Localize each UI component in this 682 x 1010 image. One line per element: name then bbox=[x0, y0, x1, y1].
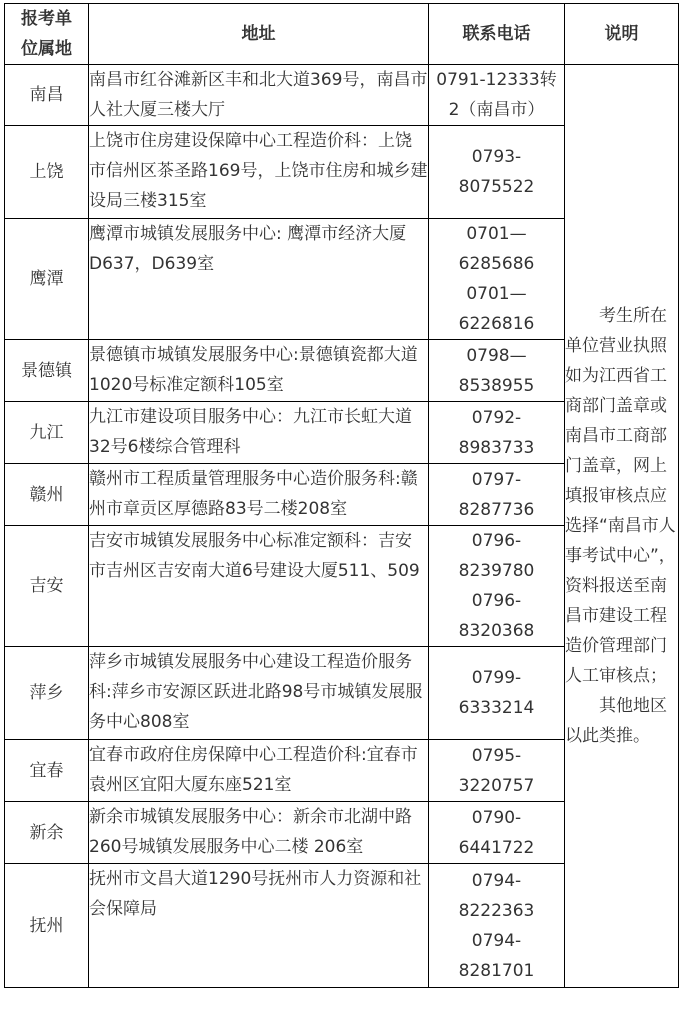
region-cell: 九江 bbox=[5, 402, 89, 464]
address-cell: 赣州市工程质量管理服务中心造价服务科:赣州市章贡区厚德路83号二楼208室 bbox=[89, 464, 429, 526]
address-cell: 宜春市政府住房保障中心工程造价科:宜春市袁州区宜阳大厦东座521室 bbox=[89, 740, 429, 802]
region-cell: 景德镇 bbox=[5, 340, 89, 402]
phone-cell: 0799- 6333214 bbox=[429, 647, 565, 740]
address-cell: 鹰潭市城镇发展服务中心: 鹰潭市经济大厦D637，D639室 bbox=[89, 219, 429, 340]
region-cell: 鹰潭 bbox=[5, 219, 89, 340]
phone-cell: 0791-12333转 2（南昌市） bbox=[429, 65, 565, 126]
note-paragraph: 其他地区以此类推。 bbox=[565, 696, 667, 746]
region-cell: 赣州 bbox=[5, 464, 89, 526]
phone-cell: 0798— 8538955 bbox=[429, 340, 565, 402]
address-cell: 萍乡市城镇发展服务中心建设工程造价服务科:萍乡市安源区跃进北路98号市城镇发展服务中心808室 bbox=[89, 647, 429, 740]
note-paragraph: 考生所在单位营业执照如为江西省工商部门盖章或南昌市工商部门盖章，网上填报审核点应选择“南昌市人事考试中心”，资料报送至南昌市建设工程造价管理部门人工审核点； bbox=[565, 306, 676, 686]
address-cell: 南昌市红谷滩新区丰和北大道369号，南昌市人社大厦三楼大厅 bbox=[89, 65, 429, 126]
phone-cell: 0795- 3220757 bbox=[429, 740, 565, 802]
phone-cell: 0701— 6285686 0701— 6226816 bbox=[429, 219, 565, 340]
phone-cell: 0793- 8075522 bbox=[429, 126, 565, 219]
phone-cell: 0797- 8287736 bbox=[429, 464, 565, 526]
address-cell: 九江市建设项目服务中心：九江市长虹大道32号6楼综合管理科 bbox=[89, 402, 429, 464]
header-phone: 联系电话 bbox=[429, 4, 565, 65]
table-row bbox=[5, 65, 679, 126]
address-cell: 吉安市城镇发展服务中心标准定额科：吉安市吉州区吉安南大道6号建设大厦511、509 bbox=[89, 526, 429, 647]
address-cell: 景德镇市城镇发展服务中心:景德镇瓷都大道1020号标准定额科105室 bbox=[89, 340, 429, 402]
address-cell: 上饶市住房建设保障中心工程造价科：上饶市信州区茶圣路169号，上饶市住房和城乡建设局三楼315室 bbox=[89, 126, 429, 219]
region-cell: 南昌 bbox=[5, 65, 89, 126]
phone-cell: 0792- 8983733 bbox=[429, 402, 565, 464]
registration-points-table bbox=[4, 3, 679, 988]
phone-cell: 0796- 8239780 0796- 8320368 bbox=[429, 526, 565, 647]
header-region: 报考单 位属地 bbox=[5, 4, 89, 65]
address-cell: 新余市城镇发展服务中心：新余市北湖中路260号城镇发展服务中心二楼 206室 bbox=[89, 802, 429, 864]
note-cell bbox=[565, 65, 679, 988]
region-cell: 新余 bbox=[5, 802, 89, 864]
address-cell: 抚州市文昌大道1290号抚州市人力资源和社会保障局 bbox=[89, 864, 429, 988]
phone-cell: 0794- 8222363 0794- 8281701 bbox=[429, 864, 565, 988]
region-cell: 抚州 bbox=[5, 864, 89, 988]
region-cell: 吉安 bbox=[5, 526, 89, 647]
phone-cell: 0790- 6441722 bbox=[429, 802, 565, 864]
region-cell: 萍乡 bbox=[5, 647, 89, 740]
region-cell: 上饶 bbox=[5, 126, 89, 219]
header-row bbox=[5, 4, 679, 65]
header-address: 地址 bbox=[89, 4, 429, 65]
region-cell: 宜春 bbox=[5, 740, 89, 802]
header-note: 说明 bbox=[565, 4, 679, 65]
